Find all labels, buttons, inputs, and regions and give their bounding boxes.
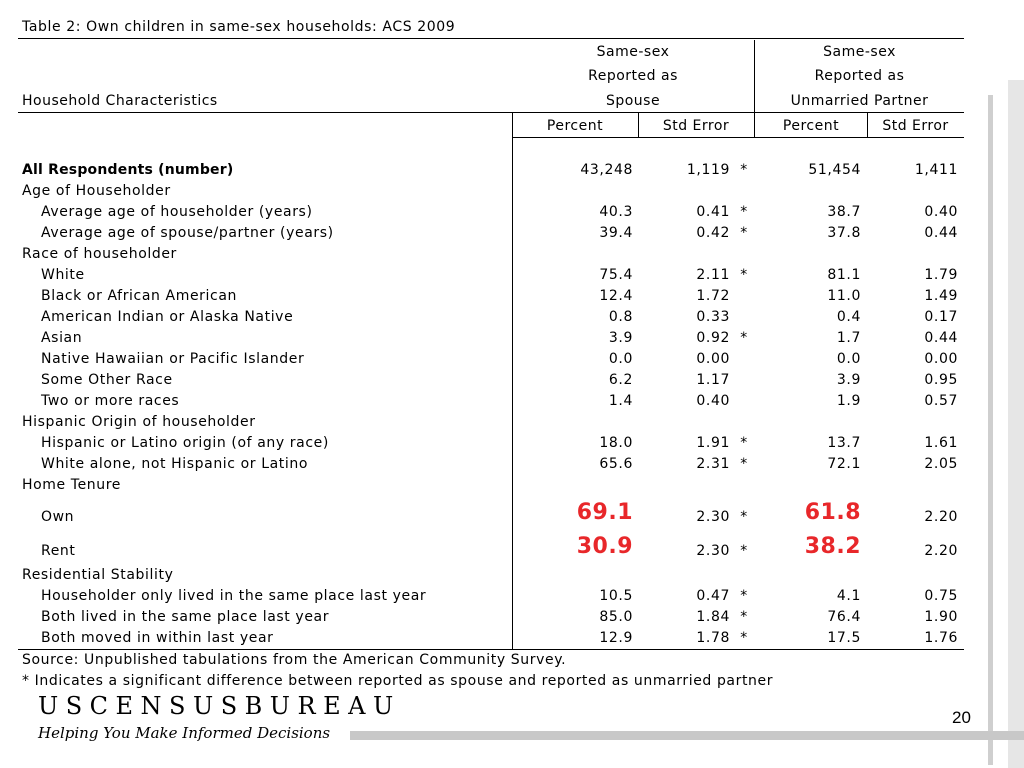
spouse-percent: 0.8 — [608, 309, 633, 325]
spouse-std-error: 2.30 — [696, 509, 730, 525]
partner-std-error: 1.90 — [924, 609, 958, 625]
spouse-std-error: 1,119 — [686, 162, 730, 178]
significance-marker: * — [740, 435, 748, 451]
partner-std-error: 2.20 — [924, 543, 958, 559]
row-label: Black or African American — [41, 288, 237, 304]
table-row — [0, 351, 1000, 372]
partner-percent: 1.9 — [836, 393, 861, 409]
row-label: Two or more races — [41, 393, 180, 409]
spouse-std-error: 1.78 — [696, 630, 730, 646]
spouse-percent: 85.0 — [599, 609, 633, 625]
row-label: Both lived in the same place last year — [41, 609, 330, 625]
spouse-percent: 69.1 — [576, 500, 633, 525]
spouse-std-error: 2.30 — [696, 543, 730, 559]
partner-std-error: 2.05 — [924, 456, 958, 472]
table-bottom-rule — [18, 649, 964, 650]
row-label: Hispanic or Latino origin (of any race) — [41, 435, 329, 451]
table-row — [0, 330, 1000, 351]
significance-marker: * — [740, 330, 748, 346]
spouse-std-error: 0.47 — [696, 588, 730, 604]
spouse-percent: 65.6 — [599, 456, 633, 472]
table-row — [0, 225, 1000, 246]
source-note: Source: Unpublished tabulations from the American Community Survey. — [22, 652, 567, 668]
partner-percent: 76.4 — [827, 609, 861, 625]
group-partner-line2: Reported as — [814, 68, 905, 84]
partner-percent: 17.5 — [827, 630, 861, 646]
spouse-percent: 10.5 — [599, 588, 633, 604]
significance-marker: * — [740, 609, 748, 625]
table-row — [0, 609, 1000, 630]
table-row — [0, 477, 1000, 498]
partner-percent: 0.0 — [836, 351, 861, 367]
decorative-bar-horizontal — [350, 731, 1024, 740]
subheader-divider-2 — [867, 112, 868, 137]
significance-marker: * — [740, 162, 748, 178]
table-row — [0, 267, 1000, 288]
table-row — [0, 567, 1000, 588]
spouse-percent: 18.0 — [599, 435, 633, 451]
partner-std-error: 0.75 — [924, 588, 958, 604]
partner-percent: 72.1 — [827, 456, 861, 472]
partner-std-error: 0.95 — [924, 372, 958, 388]
row-label: Native Hawaiian or Pacific Islander — [41, 351, 305, 367]
table-row — [0, 500, 1000, 533]
partner-percent: 51,454 — [808, 162, 861, 178]
row-label: All Respondents (number) — [22, 162, 234, 178]
row-label: White alone, not Hispanic or Latino — [41, 456, 309, 472]
spouse-std-error: 1.72 — [696, 288, 730, 304]
spouse-std-error: 1.17 — [696, 372, 730, 388]
partner-std-error: 1.49 — [924, 288, 958, 304]
spouse-percent: 75.4 — [599, 267, 633, 283]
partner-percent: 11.0 — [827, 288, 861, 304]
group-spouse-line1: Same-sex — [596, 44, 670, 60]
table-row — [0, 309, 1000, 330]
row-label: Own — [41, 509, 75, 525]
spouse-std-error: 0.41 — [696, 204, 730, 220]
table-row — [0, 183, 1000, 204]
row-label: Average age of spouse/partner (years) — [41, 225, 334, 241]
spouse-std-error: 0.00 — [696, 351, 730, 367]
spouse-percent: 40.3 — [599, 204, 633, 220]
row-label: American Indian or Alaska Native — [41, 309, 294, 325]
group-partner-line3: Unmarried Partner — [790, 93, 929, 109]
partner-percent: 0.4 — [836, 309, 861, 325]
decorative-bar-vertical-wide — [1008, 80, 1024, 768]
row-label: Home Tenure — [22, 477, 121, 493]
table-row — [0, 393, 1000, 414]
group-partner-line1: Same-sex — [823, 44, 896, 60]
tagline: Helping You Make Informed Decisions — [38, 724, 331, 742]
spouse-std-error: 0.42 — [696, 225, 730, 241]
significance-marker: * — [740, 456, 748, 472]
partner-percent: 38.7 — [827, 204, 861, 220]
significance-marker: * — [740, 225, 748, 241]
spouse-percent: 1.4 — [608, 393, 633, 409]
spouse-std-error: 2.31 — [696, 456, 730, 472]
spouse-percent: 12.9 — [599, 630, 633, 646]
significance-marker: * — [740, 509, 748, 525]
significance-marker: * — [740, 630, 748, 646]
spouse-std-error: 0.40 — [696, 393, 730, 409]
spouse-percent: 0.0 — [608, 351, 633, 367]
spouse-percent: 6.2 — [608, 372, 633, 388]
partner-percent: 81.1 — [827, 267, 861, 283]
partner-std-error: 1.79 — [924, 267, 958, 283]
spouse-std-error: 1.84 — [696, 609, 730, 625]
table-row — [0, 588, 1000, 609]
partner-percent: 3.9 — [836, 372, 861, 388]
table-row — [0, 456, 1000, 477]
partner-percent: 13.7 — [827, 435, 861, 451]
row-label: Hispanic Origin of householder — [22, 414, 256, 430]
significance-note: * Indicates a significant difference between reported as spouse and reported as unmarried partner — [22, 673, 774, 689]
partner-percent: 1.7 — [836, 330, 861, 346]
spouse-std-error: 0.33 — [696, 309, 730, 325]
spouse-std-error: 0.92 — [696, 330, 730, 346]
row-label: Residential Stability — [22, 567, 174, 583]
subheader-rule — [512, 137, 964, 138]
row-label: Both moved in within last year — [41, 630, 274, 646]
partner-std-error: 0.40 — [924, 204, 958, 220]
row-label: Age of Householder — [22, 183, 171, 199]
census-bureau-logo: USCENSUSBUREAU — [38, 692, 401, 720]
subheader-divider-1 — [638, 112, 639, 137]
partner-percent: 61.8 — [804, 500, 861, 525]
table-row — [0, 630, 1000, 651]
significance-marker: * — [740, 267, 748, 283]
header-rule — [18, 112, 964, 113]
significance-marker: * — [740, 204, 748, 220]
spouse-percent: 30.9 — [576, 534, 633, 559]
spouse-std-error: 2.11 — [696, 267, 730, 283]
partner-percent: 37.8 — [827, 225, 861, 241]
subheader-percent-partner: Percent — [782, 118, 840, 134]
partner-std-error: 2.20 — [924, 509, 958, 525]
partner-std-error: 1.76 — [924, 630, 958, 646]
partner-std-error: 0.00 — [924, 351, 958, 367]
partner-std-error: 0.57 — [924, 393, 958, 409]
title-rule — [18, 38, 964, 39]
table-row — [0, 288, 1000, 309]
row-label: Some Other Race — [41, 372, 173, 388]
significance-marker: * — [740, 543, 748, 559]
table-row — [0, 534, 1000, 567]
group-spouse-line2: Reported as — [588, 68, 678, 84]
row-label: Average age of householder (years) — [41, 204, 313, 220]
spouse-percent: 39.4 — [599, 225, 633, 241]
partner-percent: 4.1 — [836, 588, 861, 604]
table-row — [0, 372, 1000, 393]
spouse-percent: 3.9 — [608, 330, 633, 346]
row-label: Rent — [41, 543, 76, 559]
table-title: Table 2: Own children in same-sex households: ACS 2009 — [22, 19, 456, 35]
row-label: Race of householder — [22, 246, 177, 262]
subheader-stderr-partner: Std Error — [882, 118, 949, 134]
significance-marker: * — [740, 588, 748, 604]
row-label: Asian — [41, 330, 83, 346]
table-row — [0, 414, 1000, 435]
spouse-std-error: 1.91 — [696, 435, 730, 451]
subheader-stderr-spouse: Std Error — [662, 118, 730, 134]
table-row — [0, 246, 1000, 267]
row-label: White — [41, 267, 85, 283]
table-row — [0, 204, 1000, 225]
table-row — [0, 435, 1000, 456]
partner-std-error: 1,411 — [914, 162, 958, 178]
spouse-percent: 43,248 — [580, 162, 633, 178]
row-label: Householder only lived in the same place last year — [41, 588, 427, 604]
table-row — [0, 162, 1000, 183]
partner-std-error: 0.44 — [924, 330, 958, 346]
row-label-header: Household Characteristics — [22, 93, 218, 109]
subheader-percent-spouse: Percent — [546, 118, 604, 134]
partner-std-error: 0.44 — [924, 225, 958, 241]
partner-percent: 38.2 — [804, 534, 861, 559]
group-spouse-line3: Spouse — [605, 93, 661, 109]
spouse-percent: 12.4 — [599, 288, 633, 304]
page-number: 20 — [952, 708, 971, 727]
partner-std-error: 1.61 — [924, 435, 958, 451]
partner-std-error: 0.17 — [924, 309, 958, 325]
